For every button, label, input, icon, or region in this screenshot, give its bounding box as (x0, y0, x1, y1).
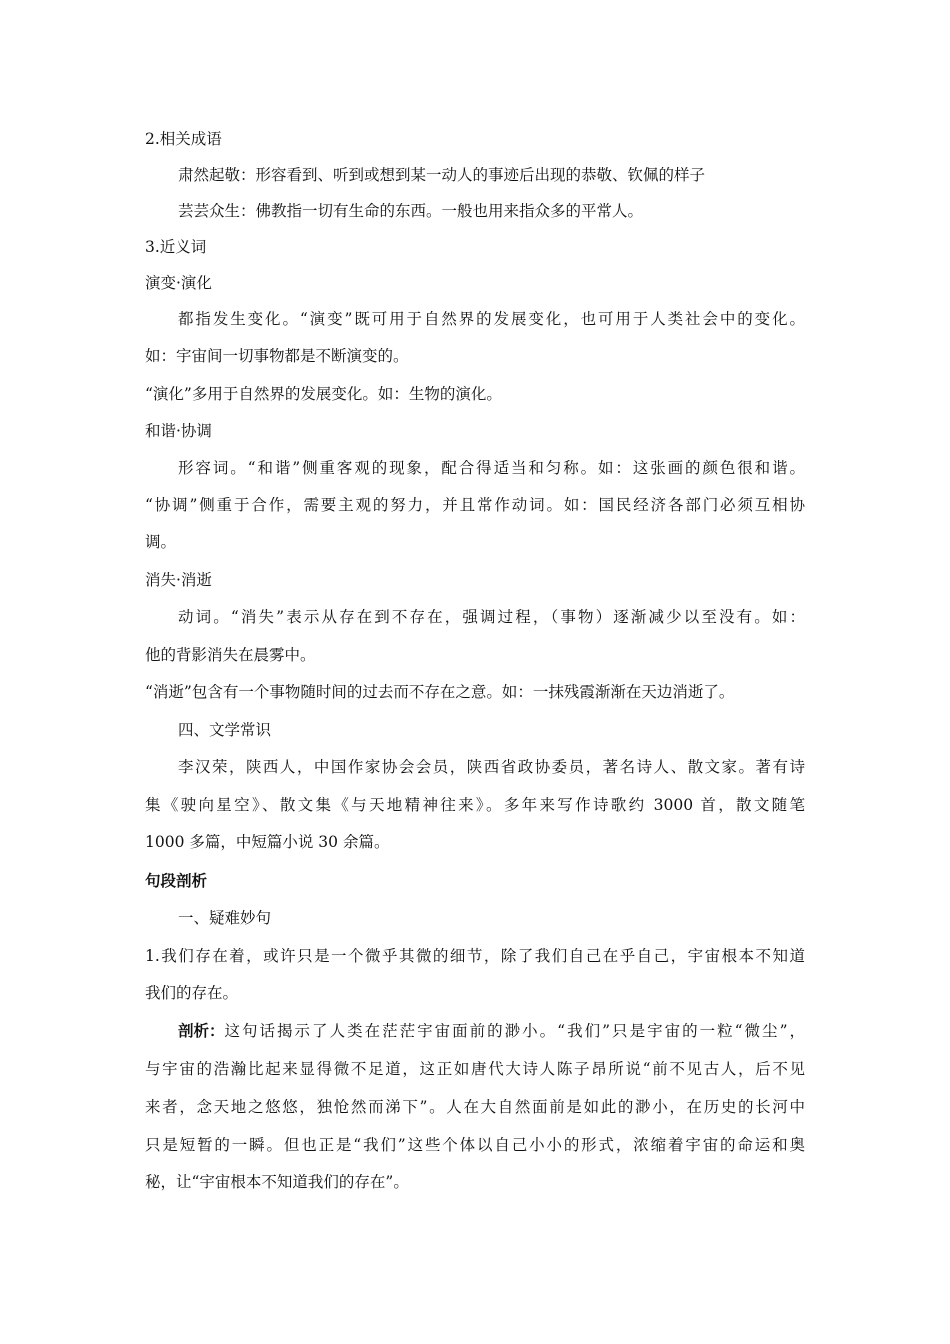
paragraph-line: “消逝”包含有一个事物随时间的过去而不存在之意。如：一抹残霞渐渐在天边消逝了。 (145, 683, 735, 701)
section-heading-analysis: 句段剖析 (145, 871, 208, 890)
section-heading-related-idioms: 2.相关成语 (145, 130, 222, 148)
paragraph-line: 他的背影消失在晨雾中。 (145, 646, 316, 664)
paragraph-line: 1.我们存在着，或许只是一个微乎其微的细节，除了我们自己在乎自己，宇宙根本不知道 (145, 947, 805, 965)
analysis-label: 剖析： (178, 1021, 225, 1040)
paragraph-line: 来者，念天地之悠悠，独怆然而涕下”。人在大自然面前是如此的渺小，在历史的长河中 (145, 1098, 805, 1116)
paragraph-line: 与宇宙的浩瀚比起来显得微不足道，这正如唐代大诗人陈子昂所说“前不见古人，后不见 (145, 1060, 805, 1078)
paragraph-line: 动词。“消失”表示从存在到不存在，强调过程，（事物）逐渐减少以至没有。如： (178, 608, 805, 626)
paragraph-line: 形容词。“和谐”侧重客观的现象，配合得适当和匀称。如：这张画的颜色很和谐。 (178, 459, 805, 477)
idiom-definition: 肃然起敬：形容看到、听到或想到某一动人的事迹后出现的恭敬、钦佩的样子 (178, 166, 706, 184)
paragraph-line: “协调”侧重于合作，需要主观的努力，并且常作动词。如：国民经济各部门必须互相协 (145, 496, 805, 514)
synonym-pair-heading: 消失·消逝 (145, 571, 212, 589)
synonym-pair-heading: 演变·演化 (145, 274, 212, 292)
paragraph-line: 1000 多篇，中短篇小说 30 余篇。 (145, 833, 390, 851)
paragraph-line: 调。 (145, 533, 177, 551)
synonym-pair-heading: 和谐·协调 (145, 422, 212, 440)
paragraph-line: 只是短暂的一瞬。但也正是“我们”这些个体以自己小小的形式，浓缩着宇宙的命运和奥 (145, 1136, 805, 1154)
subsection-heading: 一、疑难妙句 (178, 909, 272, 927)
paragraph-line: 如：宇宙间一切事物都是不断演变的。 (145, 347, 409, 365)
paragraph-line: “演化”多用于自然界的发展变化。如：生物的演化。 (145, 385, 502, 403)
paragraph-line: 李汉荣，陕西人，中国作家协会会员，陕西省政协委员，著名诗人、散文家。著有诗 (178, 758, 805, 776)
paragraph-line: 这句话揭示了人类在茫茫宇宙面前的渺小。“我们”只是宇宙的一粒“微尘”， (224, 1022, 805, 1040)
section-heading-synonyms: 3.近义词 (145, 238, 207, 256)
section-heading-literary-knowledge: 四、文学常识 (178, 721, 272, 739)
idiom-definition: 芸芸众生：佛教指一切有生命的东西。一般也用来指众多的平常人。 (178, 202, 644, 220)
analysis-line (178, 1019, 805, 1041)
paragraph-line: 集《驶向星空》、散文集《与天地精神往来》。多年来写作诗歌约 3000 首，散文随笔 (145, 796, 805, 814)
paragraph-line: 我们的存在。 (145, 984, 239, 1002)
paragraph-line: 秘，让“宇宙根本不知道我们的存在”。 (145, 1173, 409, 1191)
paragraph-line: 都指发生变化。“演变”既可用于自然界的发展变化，也可用于人类社会中的变化。 (178, 310, 805, 328)
